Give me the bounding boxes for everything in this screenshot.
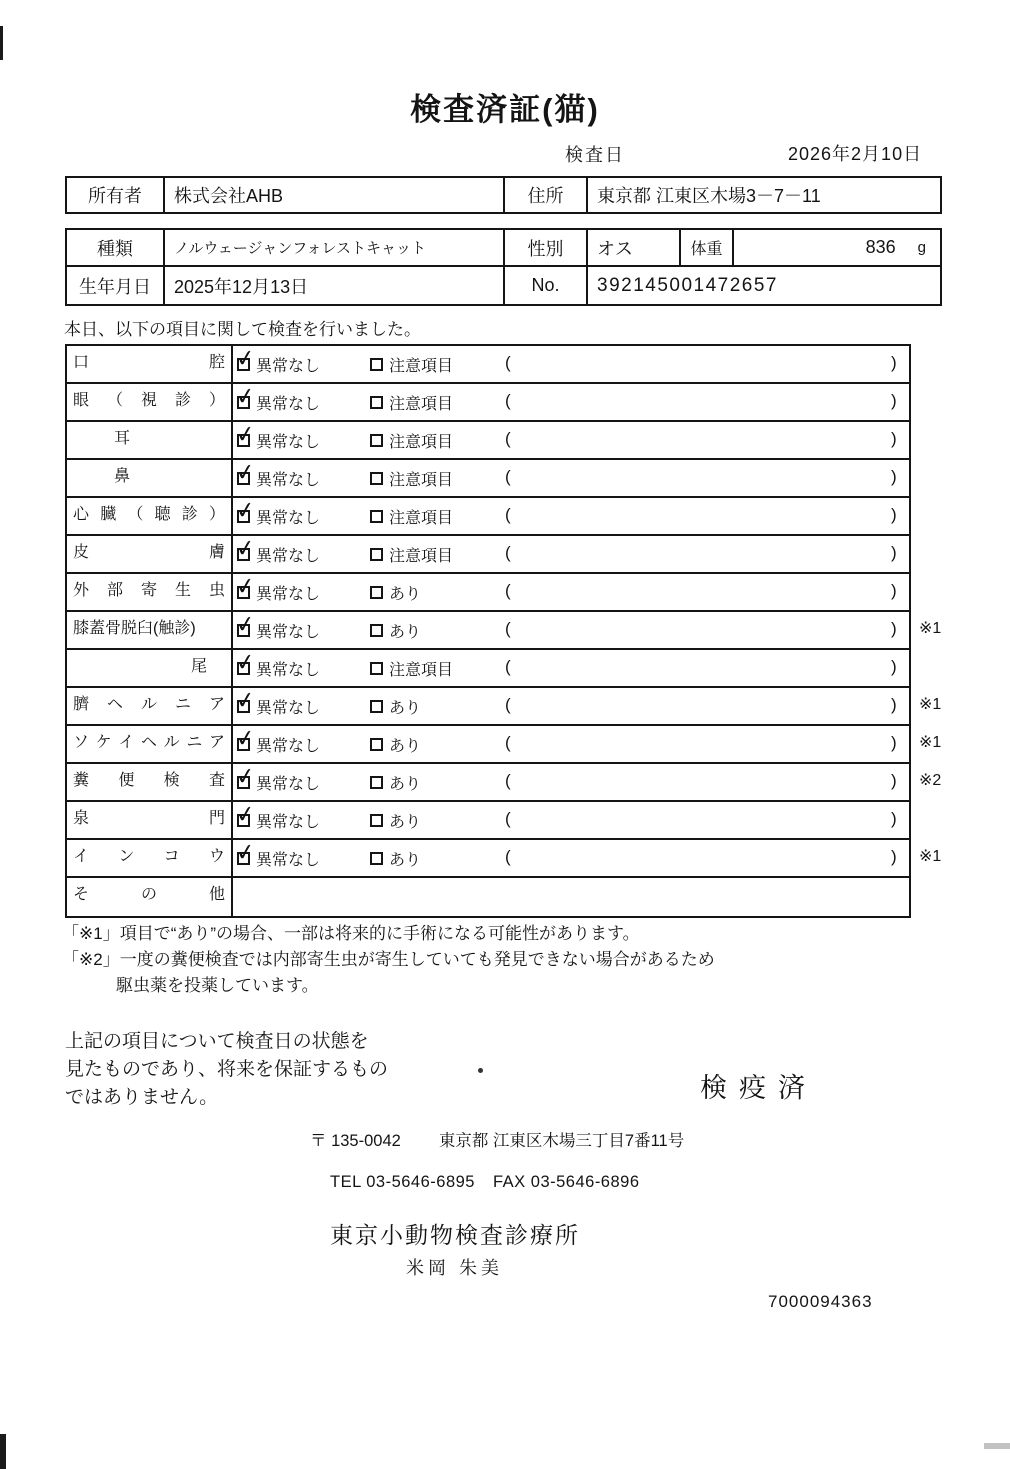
checklist-row-mouth: [67, 343, 909, 384]
no-abnormality-option: [234, 761, 321, 800]
checkbox-unchecked: [370, 814, 383, 827]
check-icon: ✓: [234, 723, 257, 752]
item-label: 外 部 寄 生 虫: [67, 574, 233, 610]
checkbox-unchecked: [370, 472, 383, 485]
weight-value: 836: [865, 237, 896, 258]
option-label: 異常なし: [256, 699, 321, 717]
row-note: ※1: [919, 620, 942, 637]
weight-value-cell: [734, 230, 940, 265]
paren-close: ): [891, 809, 897, 828]
checkbox-checked: [234, 495, 257, 524]
option-label: 注意項目: [389, 547, 454, 565]
checklist-row-other: [67, 878, 909, 916]
checkbox-checked: [234, 837, 257, 866]
veterinarian-name: 米岡 朱美: [406, 1258, 504, 1278]
no-abnormality-option: [234, 609, 321, 648]
no-abnormality-option: [234, 837, 321, 876]
checkbox-checked: [234, 685, 257, 714]
present-option: [370, 840, 421, 876]
row-note: ※1: [919, 696, 942, 713]
no-abnormality-option: [234, 571, 321, 610]
checkbox-unchecked: [370, 586, 383, 599]
checkbox-unchecked: [370, 738, 383, 751]
address-value: 東京都 江東区木場3－7－11: [597, 186, 821, 206]
item-label: 泉 門: [67, 802, 233, 838]
item-label: ソ ケ イ ヘ ル ニ ア: [67, 726, 233, 762]
checkbox-checked: [234, 571, 257, 600]
checkbox-checked: [234, 647, 257, 676]
item-label: 口 腔: [67, 346, 233, 382]
checkbox-checked: [234, 381, 257, 410]
clinic-address: 東京都 江東区木場三丁目7番11号: [438, 1132, 685, 1150]
check-icon: ✓: [234, 799, 257, 828]
footnote-1: 「※1」項目で“あり”の場合、一部は将来的に手術になる可能性があります。: [62, 924, 640, 943]
checkbox-unchecked: [370, 548, 383, 561]
paren-open: (: [505, 657, 511, 676]
no-abnormality-option: [234, 495, 321, 534]
option-label: 注意項目: [389, 433, 454, 451]
no-abnormality-option: [234, 723, 321, 762]
checklist-row-inguinal-hernia: [67, 723, 942, 764]
checklist-table: [65, 343, 942, 918]
option-label: 異常なし: [256, 661, 321, 679]
item-label: 糞 便 検 査: [67, 764, 233, 800]
checkbox-unchecked: [370, 396, 383, 409]
row-note: ※1: [919, 734, 942, 751]
paren-open: (: [505, 391, 511, 410]
no-abnormality-option: [234, 799, 321, 838]
clinic-contact-line: [330, 1173, 640, 1192]
birthdate-label: 生年月日: [67, 267, 165, 304]
check-icon: ✓: [234, 685, 257, 714]
no-abnormality-option: [234, 457, 321, 496]
option-label: あり: [389, 851, 422, 869]
checklist-row-umbilical-hernia: [67, 685, 942, 726]
paren-close: ): [891, 429, 897, 448]
paren-open: (: [505, 771, 511, 790]
scan-edge-artifact: [0, 1434, 6, 1469]
scan-edge-artifact: [984, 1443, 1010, 1449]
checklist-row-nose: [67, 457, 909, 498]
option-label: 異常なし: [256, 471, 321, 489]
scan-edge-artifact: [0, 26, 3, 60]
option-label: 異常なし: [256, 509, 321, 527]
checklist-row-inkou: [67, 837, 942, 878]
address-label: 住所: [505, 178, 588, 212]
intro-text: 本日、以下の項目に関して検査を行いました。: [64, 320, 421, 339]
clinic-name: 東京小動物検査診療所: [330, 1222, 580, 1248]
item-label: 皮 膚: [67, 536, 233, 572]
paren-open: (: [505, 847, 511, 866]
check-icon: ✓: [234, 837, 257, 866]
checklist-row-ears: [67, 419, 909, 460]
checkbox-checked: [234, 761, 257, 790]
paren-close: ): [891, 543, 897, 562]
paren-close: ): [891, 391, 897, 410]
item-label: イ ン コ ウ: [67, 840, 233, 876]
paren-open: (: [505, 733, 511, 752]
birthdate-value: 2025年12月13日: [165, 267, 505, 304]
item-label: 膝蓋骨脱臼(触診): [67, 612, 233, 648]
item-label: 臍 ヘ ル ニ ア: [67, 688, 233, 724]
paren-close: ): [891, 847, 897, 866]
check-icon: ✓: [234, 381, 257, 410]
option-label: 異常なし: [256, 433, 321, 451]
paren-open: (: [505, 505, 511, 524]
paren-close: ): [891, 619, 897, 638]
scan-dot-artifact: [478, 1068, 483, 1073]
clinic-fax: FAX 03-5646-6896: [493, 1173, 640, 1191]
no-abnormality-option: [234, 685, 321, 724]
option-label: 異常なし: [256, 851, 321, 869]
attention-option: [370, 498, 453, 534]
no-abnormality-option: [234, 533, 321, 572]
attention-option: [370, 536, 453, 572]
quarantine-done-stamp: 検疫済: [700, 1073, 817, 1103]
checklist-row-eyes: [67, 381, 909, 422]
paren-open: (: [505, 543, 511, 562]
checkbox-checked: [234, 609, 257, 638]
no-abnormality-option: [234, 647, 321, 686]
option-label: あり: [389, 585, 422, 603]
no-abnormality-option: [234, 419, 321, 458]
checkbox-checked: [234, 799, 257, 828]
option-label: 異常なし: [256, 737, 321, 755]
option-label: 注意項目: [389, 357, 454, 375]
checkbox-checked: [234, 723, 257, 752]
check-icon: ✓: [234, 609, 257, 638]
footnote-2-continued: 駆虫薬を投薬しています。: [116, 976, 319, 995]
attention-option: [370, 346, 453, 382]
checkbox-unchecked: [370, 776, 383, 789]
paren-close: ): [891, 467, 897, 486]
present-option: [370, 802, 421, 838]
checkbox-unchecked: [370, 510, 383, 523]
option-label: 異常なし: [256, 623, 321, 641]
checklist-row-fontanelle: [67, 799, 909, 840]
present-option: [370, 574, 421, 610]
item-label: そ の 他: [67, 878, 233, 916]
row-note: ※1: [919, 848, 942, 865]
item-label: 尾: [67, 650, 233, 686]
owner-label: 所有者: [67, 178, 165, 212]
check-icon: ✓: [234, 533, 257, 562]
clinic-address-line: [310, 1127, 684, 1151]
owner-value: 株式会社AHB: [165, 178, 505, 212]
present-option: [370, 688, 421, 724]
check-icon: ✓: [234, 571, 257, 600]
row-note: ※2: [919, 772, 942, 789]
document-title: 検査済証(猫): [410, 92, 600, 127]
weight-unit: g: [917, 239, 926, 257]
disclaimer-text: 上記の項目について検査日の状態を 見たものであり、将来を保証するもの ではありません。: [65, 1031, 389, 1108]
option-label: 注意項目: [389, 509, 454, 527]
option-label: あり: [389, 775, 422, 793]
option-label: 異常なし: [256, 357, 321, 375]
item-label: 眼 （ 視 診 ）: [67, 384, 233, 420]
paren-close: ): [891, 733, 897, 752]
animal-table: [65, 228, 942, 306]
attention-option: [370, 384, 453, 420]
check-icon: ✓: [234, 457, 257, 486]
paren-open: (: [505, 467, 511, 486]
option-label: 注意項目: [389, 471, 454, 489]
paren-close: ): [891, 581, 897, 600]
checklist-row-tail: [67, 647, 909, 688]
footnote-2: 「※2」一度の糞便検査では内部寄生虫が寄生していても発見できない場合があるため: [62, 950, 715, 969]
inspection-date-value: 2026年2月10日: [788, 144, 923, 164]
checklist-row-fecal-exam: [67, 761, 942, 802]
paren-open: (: [505, 619, 511, 638]
checkbox-unchecked: [370, 700, 383, 713]
present-option: [370, 726, 421, 762]
owner-table: [65, 176, 942, 214]
microchip-no-value: 392145001472657: [597, 274, 779, 296]
checkbox-checked: [234, 419, 257, 448]
check-icon: ✓: [234, 343, 257, 372]
paren-open: (: [505, 429, 511, 448]
option-label: 異常なし: [256, 547, 321, 565]
option-label: 異常なし: [256, 585, 321, 603]
attention-option: [370, 460, 453, 496]
document-serial-number: 7000094363: [768, 1292, 873, 1311]
check-icon: ✓: [234, 647, 257, 676]
checkbox-checked: [234, 457, 257, 486]
checkbox-unchecked: [370, 852, 383, 865]
checkbox-unchecked: [370, 434, 383, 447]
present-option: [370, 612, 421, 648]
attention-option: [370, 650, 453, 686]
option-label: 異常なし: [256, 813, 321, 831]
option-label: 注意項目: [389, 661, 454, 679]
checklist-row-patella: [67, 609, 942, 650]
checkbox-checked: [234, 343, 257, 372]
paren-open: (: [505, 581, 511, 600]
paren-open: (: [505, 809, 511, 828]
inspection-date-label: 検査日: [565, 145, 625, 165]
checklist-row-external-parasites: [67, 571, 909, 612]
item-label: 心 臓 （ 聴 診 ）: [67, 498, 233, 534]
checkbox-unchecked: [370, 624, 383, 637]
breed-value: ノルウェージャンフォレストキャット: [165, 230, 505, 265]
microchip-no-label: No.: [505, 267, 588, 304]
check-icon: ✓: [234, 495, 257, 524]
check-icon: ✓: [234, 419, 257, 448]
paren-open: (: [505, 353, 511, 372]
paren-close: ): [891, 771, 897, 790]
sex-value: オス: [588, 230, 681, 265]
option-label: 異常なし: [256, 775, 321, 793]
checkbox-unchecked: [370, 358, 383, 371]
no-abnormality-option: [234, 381, 321, 420]
clinic-tel: TEL 03-5646-6895: [330, 1173, 475, 1191]
paren-open: (: [505, 695, 511, 714]
option-label: あり: [389, 699, 422, 717]
checklist-row-heart: [67, 495, 909, 536]
option-label: 注意項目: [389, 395, 454, 413]
checkbox-checked: [234, 533, 257, 562]
weight-label: 体重: [681, 230, 734, 265]
checkbox-unchecked: [370, 662, 383, 675]
check-icon: ✓: [234, 761, 257, 790]
item-label: 鼻: [67, 460, 233, 496]
paren-close: ): [891, 695, 897, 714]
breed-label: 種類: [67, 230, 165, 265]
option-label: あり: [389, 623, 422, 641]
sex-label: 性別: [505, 230, 588, 265]
option-label: 異常なし: [256, 395, 321, 413]
paren-close: ): [891, 505, 897, 524]
option-label: あり: [389, 737, 422, 755]
present-option: [370, 764, 421, 800]
paren-close: ): [891, 657, 897, 676]
no-abnormality-option: [234, 343, 321, 382]
attention-option: [370, 422, 453, 458]
item-label: 耳: [67, 422, 233, 458]
footnotes: [62, 921, 715, 999]
paren-close: ): [891, 353, 897, 372]
checklist-row-skin: [67, 533, 909, 574]
postal-code: 〒 135-0042: [310, 1132, 401, 1150]
option-label: あり: [389, 813, 422, 831]
